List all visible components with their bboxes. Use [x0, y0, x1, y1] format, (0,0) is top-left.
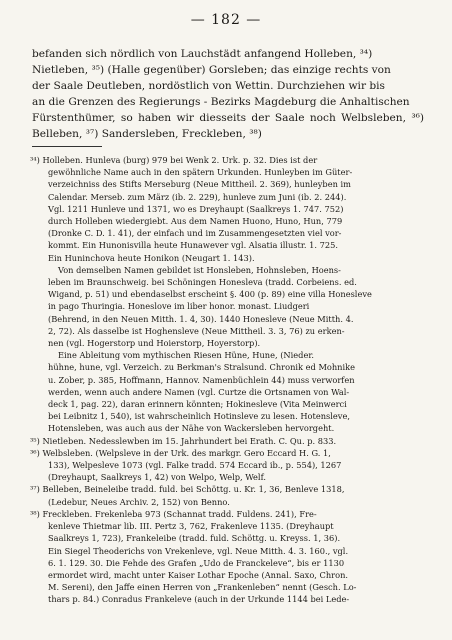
footnote-divider — [32, 146, 102, 147]
main-line: Fürstenthümer, so haben wir diesseits der Saale noch Welbsleben, ³⁶) Belleben, ³⁷) Sandersleben, Freckleben, ³⁸) — [32, 112, 424, 140]
footnote-line: in pago Thuringia. Honeslove im liber honor. monast. Liudgeri — [48, 301, 310, 312]
footnote-line: ³⁷) Belleben, Beineleibe tradd. fuld. bei Schöttg. u. Kr. 1, 36, Benleve 1318, — [30, 484, 345, 495]
footnote-line: 2, 72). Als dasselbe ist Hoghensleve (Neue Mittheil. 3. 3, 76) zu erken- — [48, 325, 345, 336]
footnote-line: M. Sereni), den Jaffe einen Herren von „Frankenleben“ nennt (Gesch. Lo- — [48, 582, 357, 593]
footnote-line: bei Leibnitz 1, 540), ist wahrscheinlich Hotinsleve zu lesen. Hotensleve, — [48, 411, 350, 422]
footnote-line: Ein Huninchova heute Honikon (Neugart 1. 143). — [48, 252, 255, 263]
footnote-line: Hotensleben, was auch aus der Nähe von Wackersleben hervorgeht. — [48, 423, 335, 434]
footnote-line: ³⁸) Freckleben. Frekenleba 973 (Schannat tradd. Fuldens. 241), Fre- — [30, 508, 317, 519]
footnote-line: hühne, hune, vgl. Verzeich. zu Berkman's Stralsund. Chronik ed Mohnike — [48, 362, 356, 373]
main-line: an die Grenzen des Regierungs - Bezirks Magdeburg die Anhaltischen — [32, 96, 410, 108]
main-line: befanden sich nördlich von Lauchstädt anfangend Holleben, ³⁴) — [32, 48, 373, 60]
footnote-line: gewöhnliche Name auch in den spätern Urkunden. Hunleyben im Güter- — [48, 167, 353, 178]
footnote-line: werden, wenn auch andere Namen (vgl. Curtze die Ortsnamen von Wal- — [48, 386, 350, 397]
footnote-line: Calendar. Merseb. zum März (ib. 2. 229), hunleve zum Juni (ib. 2. 244). — [48, 191, 347, 202]
main-line: der Saale Deutleben, nordöstlich von Wettin. Durchziehen wir bis — [32, 80, 385, 92]
footnote-line: (Behrend, in den Neuen Mitth. 1. 4, 30). 1440 Honesleve (Neue Mitth. 4. — [48, 313, 354, 324]
footnote-line: thars p. 84.) Conradus Frankeleve (auch in der Urkunde 1144 bei Lede- — [48, 594, 350, 605]
footnote-line: 6. 1. 129. 30. Die Fehde des Grafen „Udo de Franckeleve“, bis er 1130 — [48, 557, 345, 568]
footnote-line: (Dronke C. D. 1. 41), der einfach und im Zusammengesetzten viel vor- — [48, 228, 342, 239]
main-line: Nietleben, ³⁵) (Halle gegenüber) Gorsleben; das einzige rechts von — [32, 64, 391, 76]
footnote-line: Eine Ableitung vom mythischen Riesen Hüne, Hune, (Nieder. — [58, 350, 314, 361]
footnote-line: Von demselben Namen gebildet ist Honsleben, Hohnsleben, Hoens- — [58, 264, 341, 275]
footnote-line: nen (vgl. Hogerstorp und Hoierstorp, Hoyerstorp). — [48, 338, 261, 349]
footnote-line: (Dreyhaupt, Saalkreys 1, 42) von Welpo, Welp, Welf. — [48, 472, 266, 483]
footnote-line: u. Zober, p. 385, Hoffmann, Hannov. Namenbüchlein 44) muss verworfen — [48, 374, 355, 385]
footnote-line: ³⁶) Welbsleben. (Welpsleve in der Urk. des markgr. Gero Eccard H. G. 1, — [30, 447, 331, 458]
footnote-line: leben im Braunschweig. bei Schöningen Honesleva (tradd. Corbeiens. ed. — [48, 277, 357, 288]
footnote-line: 133), Welpesleve 1073 (vgl. Falke tradd. 574 Eccard ib., p. 554), 1267 — [48, 460, 342, 471]
footnote-line: ermordet wird, macht unter Kaiser Lothar Epoche (Annal. Saxo, Chron. — [48, 569, 349, 580]
footnote-line: deck 1, pag. 22), daran erinnern könnten; Hokinesleve (Vita Meinwerci — [48, 399, 347, 410]
footnote-line: (Ledebur, Neues Archiv. 2, 152) von Benno. — [48, 496, 230, 507]
footnote-line: kenleve Thietmar lib. III. Pertz 3, 762, Frakenleve 1135. (Dreyhaupt — [48, 521, 334, 532]
footnote-line: verzeichniss des Stifts Merseburg (Neue Mittheil. 2. 369), hunleyben im — [48, 179, 351, 190]
page-number: — 182 — — [190, 12, 262, 28]
footnote-line: kommt. Ein Hunonisvilla heute Hunawever vgl. Alsatia illustr. 1. 725. — [48, 240, 338, 251]
footnote-line: ³⁴) Holleben. Hunleva (burg) 979 bei Wenk 2. Urk. p. 32. Dies ist der — [30, 155, 318, 165]
main-text — [32, 46, 424, 142]
footnote-line: ³⁵) Nietleben. Nedesslewben im 15. Jahrhundert bei Erath. C. Qu. p. 833. — [30, 435, 337, 446]
footnote-line: durch Holleben wiedergiebt. Aus dem Namen Huono, Huno, Hun, 779 — [48, 216, 343, 227]
footnote-line: Ein Siegel Theoderichs von Vrekenleve, vgl. Neue Mitth. 4. 3. 160., vgl. — [48, 545, 349, 556]
footnote-line: Saalkreys 1, 723), Frankeleibe (tradd. fuld. Schöttg. u. Kreyss. 1, 36). — [48, 533, 341, 544]
footnotes — [30, 154, 430, 606]
footnote-line: Vgl. 1211 Hunleve und 1371, wo es Dreyhaupt (Saalkreys 1. 747. 752) — [48, 203, 344, 214]
footnote-line: Wigand, p. 51) und ebendaselbst erscheint §. 400 (p. 89) eine villa Honesleve — [48, 289, 372, 300]
